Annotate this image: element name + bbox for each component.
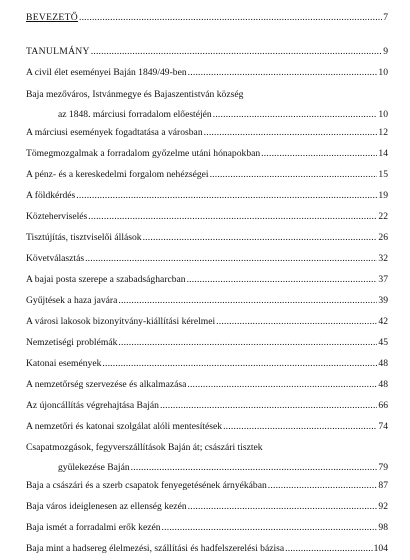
toc-entry[interactable] (26, 67, 388, 79)
toc-entry[interactable] (26, 274, 388, 286)
toc-entry[interactable] (26, 89, 388, 121)
toc-entry[interactable] (26, 46, 388, 58)
toc-entry[interactable] (26, 421, 388, 433)
dot-leader (285, 543, 372, 555)
toc-section-title: TANULMÁNY (26, 46, 90, 57)
dot-leader (79, 12, 382, 24)
toc-page-number: 14 (378, 148, 388, 159)
toc-page-number: 98 (378, 522, 388, 533)
toc-page-number: 87 (378, 480, 388, 491)
toc-entry[interactable] (26, 169, 388, 181)
toc-entry-title: Az újoncállítás végrehajtása Baján (26, 400, 159, 411)
toc-entry[interactable] (26, 12, 388, 24)
dot-leader (143, 232, 378, 244)
toc-page-number: 22 (378, 211, 388, 222)
toc-page-number: 48 (378, 379, 388, 390)
dot-leader (160, 400, 377, 412)
toc-page-number: 12 (378, 127, 388, 138)
toc-page-number: 104 (373, 543, 388, 554)
toc-entry[interactable] (26, 522, 388, 534)
toc-entry[interactable] (26, 543, 388, 555)
dot-leader (188, 501, 378, 513)
toc-entry-title: gyülekezése Baján (58, 462, 130, 473)
dot-leader (204, 127, 378, 139)
toc-page-number: 26 (378, 232, 388, 243)
dot-leader (213, 109, 378, 121)
toc-page-number: 74 (378, 421, 388, 432)
toc-entry-title: az 1848. márciusi forradalom előestéjén (58, 109, 212, 120)
dot-leader (162, 522, 378, 534)
toc-entry[interactable] (26, 337, 388, 349)
toc-page-number: 92 (378, 501, 388, 512)
toc-entry-title: Baja ismét a forradalmi erők kezén (26, 522, 161, 533)
dot-leader (88, 211, 377, 223)
toc-entry-title: Nemzetiségi problémák (26, 337, 118, 348)
toc-entry[interactable] (26, 316, 388, 328)
dot-leader (91, 46, 382, 58)
toc-page-number: 32 (378, 253, 388, 264)
toc-entry-title: Gyűjtések a haza javára (26, 295, 118, 306)
toc-entry-title: A földkérdés (26, 190, 76, 201)
toc-entry[interactable] (26, 127, 388, 139)
dot-leader (118, 337, 377, 349)
toc-entry-title: A civil élet eseményei Baján 1849/49-ben (26, 67, 187, 78)
dot-leader (268, 480, 378, 492)
dot-leader (216, 316, 377, 328)
toc-entry-title: A pénz- és a kereskedelmi forgalom nehézségei (26, 169, 209, 180)
toc-page-number: 66 (378, 400, 388, 411)
toc-page-number: 42 (378, 316, 388, 327)
toc-entry-title: Tömegmozgalmak a forradalom győzelme utáni hónapokban (26, 148, 261, 159)
toc-page-number: 10 (378, 109, 388, 120)
toc-entry[interactable] (26, 211, 388, 223)
toc-entry[interactable] (26, 379, 388, 391)
dot-leader (210, 169, 378, 181)
toc-entry[interactable] (26, 442, 388, 474)
toc-entry-title: A nemzetőrség szervezése és alkalmazása (26, 379, 187, 390)
toc-entry-title: Katonai események (26, 358, 102, 369)
toc-section-title: BEVEZETŐ (26, 12, 78, 23)
toc-entry[interactable] (26, 253, 388, 265)
toc-entry[interactable] (26, 232, 388, 244)
dot-leader (76, 190, 377, 202)
toc-page-number: 37 (378, 274, 388, 285)
toc-entry-title-line1: Csapatmozgások, fegyverszállítások Baján át; császári tisztek (26, 442, 263, 453)
toc-entry[interactable] (26, 295, 388, 307)
toc-page-number: 9 (383, 46, 388, 57)
dot-leader (187, 379, 377, 391)
toc-page-number: 39 (378, 295, 388, 306)
dot-leader (102, 358, 377, 370)
toc-page-number: 48 (378, 358, 388, 369)
toc-entry-title: Baja a császári és a szerb csapatok fenyegetésének árnyékában (26, 480, 267, 491)
toc-entry-title: A márciusi események fogadtatása a városban (26, 127, 203, 138)
dot-leader (223, 421, 377, 433)
toc-entry-title: Baja mint a hadsereg élelmezési, szállítási és hadfelszerelési bázisa (26, 543, 285, 554)
toc-entry-title: A nemzetőri és katonai szolgálat alóli mentesítések (26, 421, 223, 432)
dot-leader (188, 67, 378, 79)
dot-leader (131, 462, 378, 474)
toc-entry-title: Baja város ideiglenesen az ellenség kezén (26, 501, 187, 512)
dot-leader (85, 253, 377, 265)
toc-page-number: 79 (378, 462, 388, 473)
toc-page-number: 15 (378, 169, 388, 180)
toc-entry[interactable] (26, 190, 388, 202)
toc-page-number: 45 (378, 337, 388, 348)
toc-entry[interactable] (26, 358, 388, 370)
toc-page-number: 10 (378, 67, 388, 78)
dot-leader (187, 274, 378, 286)
toc-entry[interactable] (26, 480, 388, 492)
dot-leader (118, 295, 377, 307)
toc-entry[interactable] (26, 400, 388, 412)
dot-leader (261, 148, 377, 160)
toc-entry[interactable] (26, 501, 388, 513)
toc-entry-title: Közteherviselés (26, 211, 88, 222)
toc-page-number: 7 (383, 12, 388, 23)
toc-entry-title: A bajai posta szerepe a szabadságharcban (26, 274, 186, 285)
toc-entry-title-line1: Baja mezőváros, Istvánmegye és Bajaszentistván község (26, 89, 244, 100)
toc-entry-title: A városi lakosok bizonyítvány-kiállítási kérelmei (26, 316, 216, 327)
toc-entry-title: Követválasztás (26, 253, 85, 264)
toc-page-number: 19 (378, 190, 388, 201)
toc-entry-title: Tisztújítás, tisztviselői állások (26, 232, 142, 243)
toc-entry[interactable] (26, 148, 388, 160)
